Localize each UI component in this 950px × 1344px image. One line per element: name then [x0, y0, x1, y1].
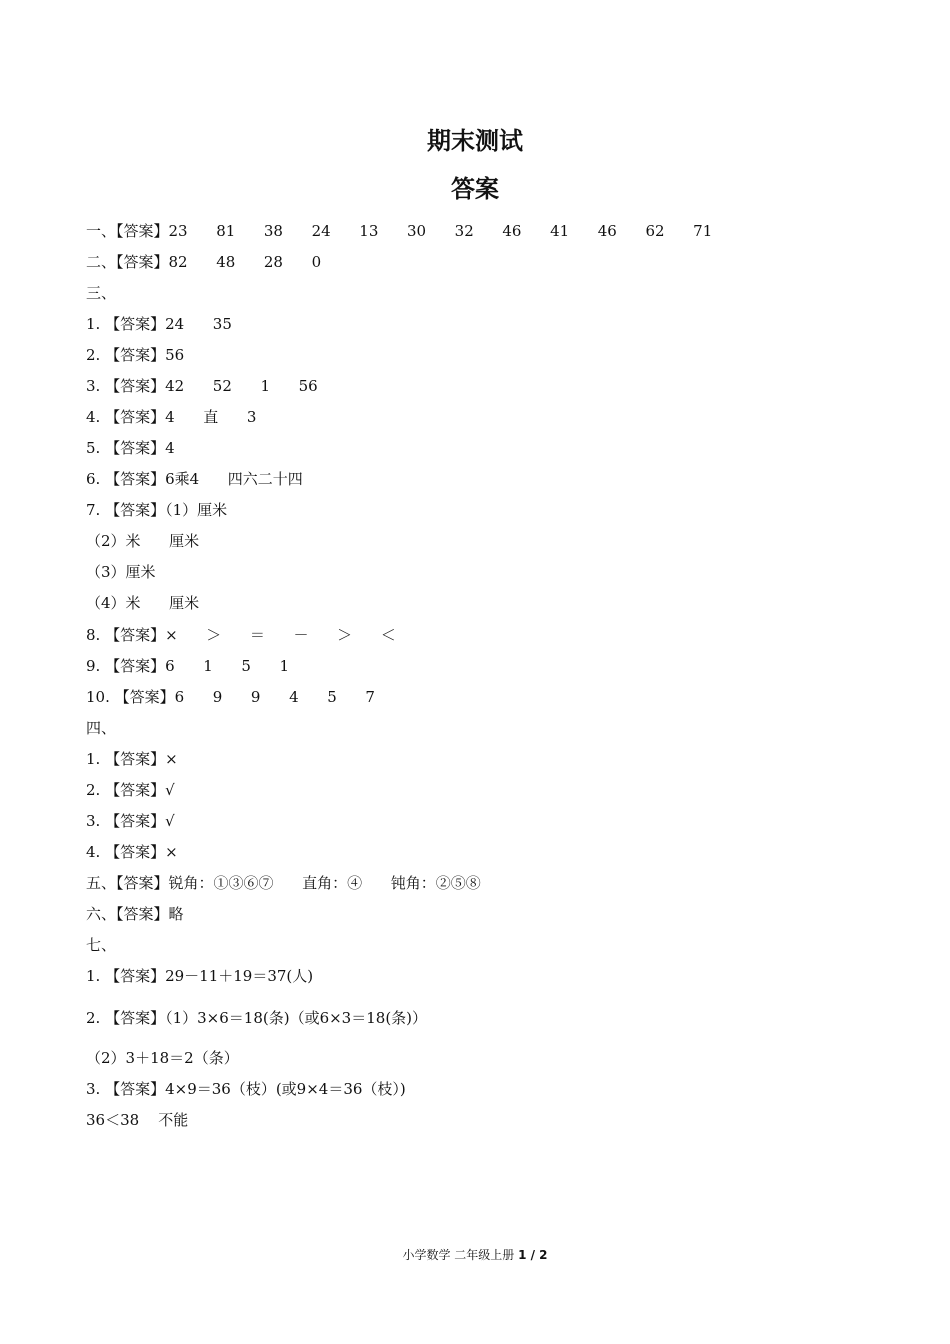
answer-line-3-5: 5. 【答案】4: [86, 439, 175, 457]
answer-line-3-3: 3. 【答案】42 52 1 56: [86, 377, 318, 395]
section-heading-7: 七、: [86, 936, 117, 954]
page-title: 期末测试: [427, 127, 523, 155]
answer-line-7-3-2: 36＜38 不能: [86, 1111, 189, 1129]
answer-line-7-2-2: （2）3＋18＝2（条）: [86, 1049, 239, 1067]
answer-line-3-7-4: （4）米 厘米: [86, 594, 200, 612]
section-heading-3: 三、: [86, 284, 117, 302]
answer-line-1: 一、【答案】23 81 38 24 13 30 32 46 41 46 62 71: [86, 222, 713, 240]
page-footer: [0, 1247, 950, 1263]
answer-line-7-1: 1. 【答案】29－11＋19＝37(人): [86, 967, 314, 985]
answer-line-3-4: 4. 【答案】4 直 3: [86, 408, 257, 426]
answer-line-7-2: 2. 【答案】（1）3×6＝18(条)（或6×3＝18(条)）: [86, 1009, 428, 1027]
answer-line-4-2: 2. 【答案】√: [86, 781, 175, 799]
answer-line-4-3: 3. 【答案】√: [86, 812, 175, 830]
footer-text: 小学数学 二年级上册: [402, 1248, 519, 1262]
answer-line-3-9: 9. 【答案】6 1 5 1: [86, 657, 290, 675]
answer-line-4-4: 4. 【答案】×: [86, 843, 178, 861]
section-heading-4: 四、: [86, 719, 117, 737]
answer-line-3-8: 8. 【答案】× ＞ ＝ － ＞ ＜: [86, 626, 396, 644]
answer-line-5: 五、【答案】锐角：①③⑥⑦ 直角：④ 钝角：②⑤⑧: [86, 874, 481, 892]
answer-line-4-1: 1. 【答案】×: [86, 750, 178, 768]
answer-line-3-10: 10. 【答案】6 9 9 4 5 7: [86, 688, 375, 706]
answer-line-3-7-2: （2）米 厘米: [86, 532, 200, 550]
answer-line-2: 二、【答案】82 48 28 0: [86, 253, 322, 271]
answer-line-6: 六、【答案】略: [86, 905, 184, 923]
answer-line-3-1: 1. 【答案】24 35: [86, 315, 232, 333]
answer-line-3-7-3: （3）厘米: [86, 563, 156, 581]
answer-line-3-7: 7. 【答案】（1）厘米: [86, 501, 228, 519]
answer-line-3-2: 2. 【答案】56: [86, 346, 185, 364]
page-number: 1 / 2: [518, 1248, 548, 1262]
page-subtitle: 答案: [451, 175, 499, 203]
answer-line-3-6: 6. 【答案】6乘4 四六二十四: [86, 470, 303, 488]
answer-line-7-3: 3. 【答案】4×9＝36（枝）(或9×4＝36（枝）): [86, 1080, 406, 1098]
